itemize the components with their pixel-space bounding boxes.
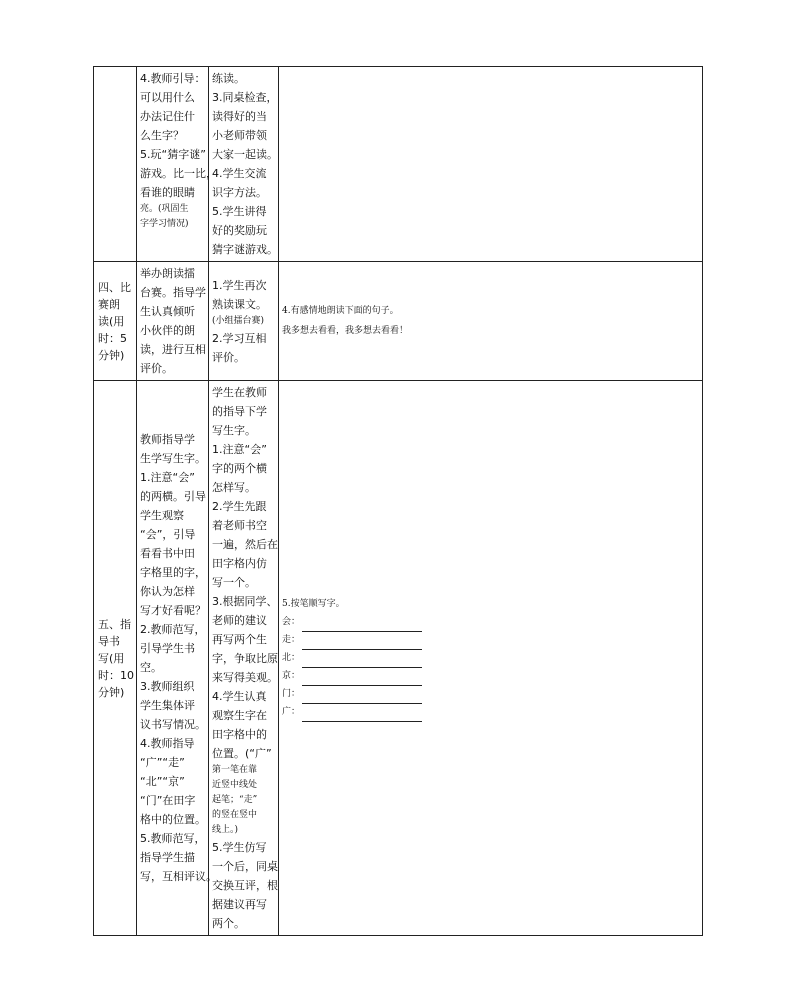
table-row [94,67,703,262]
teacher-activity-line: 生学写生字。 [140,452,206,465]
stage-label-line: 四、比 [98,280,131,294]
teacher-activity-line: 可以用什么 [140,91,195,104]
teacher-activity-cell [137,381,217,936]
student-activity-line: 起笔；“走” [212,795,258,805]
writing-char-label: 门： [282,689,301,699]
student-activity-line: 1.学生再次 [212,278,267,292]
teacher-activity-line: 亮。(巩固生 [140,204,189,214]
teacher-activity-line: 你认为怎样 [140,585,195,598]
teacher-activity-line: 格中的位置。 [140,813,206,826]
teacher-activity-line: “广”“走” [140,756,185,769]
teacher-activity-line: 的两横。引导 [140,490,206,503]
teacher-activity-line: 看看书中田 [140,547,195,560]
student-activity-line: 猜字谜游戏。 [212,243,278,256]
writing-blank-line[interactable] [302,637,422,650]
student-activity-line: 来写得美观。 [212,671,278,684]
writing-char-label: 京： [282,671,301,681]
student-activity-line: 1.注意“会” [212,443,267,456]
teacher-activity-line: “门”在田字 [140,794,196,807]
lesson-plan-table [93,66,703,936]
student-activity-cell [209,262,279,381]
student-activity-line: 5.学生讲得 [212,205,267,218]
student-activity-line: 一个后，同桌 [212,860,278,873]
student-activity-line: 4.学生交流 [212,167,267,180]
exercise-cell [279,262,703,381]
student-activity-line: 两个。 [212,917,245,930]
teacher-activity-line: 办法记住什 [140,110,195,123]
stage-label-line: 时：5 [98,331,127,345]
student-activity-line: 字的两个横 [212,462,267,475]
student-activity-line: 的竖在竖中 [212,810,258,820]
student-activity-line: 字，争取比原 [212,652,278,665]
student-activity-line: 线上。) [212,825,239,835]
teacher-activity-line: 学生观察 [140,509,184,522]
writing-char-label: 北： [282,653,301,663]
writing-row [282,668,699,686]
teacher-activity-line: 4.教师指导 [140,737,195,750]
student-activity-line: 田字格中的 [212,728,267,741]
teacher-activity-line: 评价。 [140,362,173,375]
writing-blank-line[interactable] [302,655,422,668]
student-activity-line: 再写两个生 [212,633,267,646]
teacher-activity-line: 字格里的字， [140,566,206,579]
writing-char-label: 广： [282,707,301,717]
teacher-activity-line: 指导学生描 [140,851,195,864]
teacher-activity-line: 5.教师范写， [140,832,206,845]
student-activity-line: 熟读课文。 [212,297,267,311]
teacher-activity-line: 议书写情况。 [140,718,206,731]
teacher-activity-line: 4.教师引导： [140,72,206,85]
teacher-activity-line: 空。 [140,661,162,674]
teacher-activity-line: 看谁的眼睛 [140,186,195,199]
teacher-activity-line: 小伙伴的朗 [140,324,195,337]
teacher-activity-line: 字学习情况) [140,219,189,229]
student-activity-line: 一遍，然后在 [212,538,278,551]
teacher-activity-line: 读，进行互相 [140,343,206,356]
student-activity-line: 5.学生仿写 [212,841,267,854]
student-activity-line: 练读。 [212,72,245,85]
student-activity-line: 2.学生先跟 [212,500,267,513]
writing-row [282,704,699,722]
writing-blank-line[interactable] [302,673,422,686]
writing-row [282,632,699,650]
stage-cell [94,262,137,381]
teacher-activity-line: 游戏。比一比， [140,167,217,180]
student-activity-line: 小老师带领 [212,129,267,142]
writing-practice-list [282,614,699,722]
student-activity-line: 位置。(“广” [212,747,272,760]
teacher-activity-line: 2.教师范写， [140,623,206,636]
stage-label-line: 赛朗 [98,297,120,311]
student-activity-line: 3.同桌检查， [212,91,278,104]
teacher-activity-line: 5.玩“猜字谜” [140,148,206,161]
exercise-text: 我多想去看看，我多想去看看！ [282,326,409,336]
student-activity-line: 田字格内仿 [212,557,267,570]
stage-cell [94,67,137,262]
student-activity-line: 3.根据同学、 [212,595,278,608]
exercise-title: 5.按笔顺写字。 [282,599,345,609]
student-activity-line: 据建议再写 [212,898,267,911]
teacher-activity-line: 么生字？ [140,129,184,142]
teacher-activity-line: 引导学生书 [140,642,195,655]
stage-label-line: 五、指 [98,617,131,631]
student-activity-line: 第一笔在靠 [212,765,258,775]
student-activity-line: 老师的建议 [212,614,267,627]
teacher-activity-line: “北”“京” [140,775,185,788]
teacher-activity-line: 生认真倾听 [140,305,195,318]
teacher-activity-cell [137,67,217,262]
writing-row [282,686,699,704]
writing-char-label: 会： [282,617,301,627]
stage-label-line: 写(用 [98,651,125,665]
student-activity-line: (小组擂台赛) [212,315,265,326]
exercise-cell [279,381,703,936]
student-activity-line: 读得好的当 [212,110,267,123]
student-activity-line: 交换互评，根 [212,879,278,892]
stage-label-line: 分钟) [98,685,125,699]
teacher-activity-line: 3.教师组织 [140,680,195,693]
student-activity-cell [209,381,279,936]
student-activity-line: 2.学习互相 [212,331,267,345]
stage-label-line: 时：10 [98,668,134,682]
student-activity-line: 的指导下学 [212,405,267,418]
student-activity-line: 大家一起读。 [212,148,278,161]
student-activity-line: 着老师书空 [212,519,267,532]
teacher-activity-line: 教师指导学 [140,433,195,446]
writing-blank-line[interactable] [302,709,422,722]
student-activity-line: 评价。 [212,350,245,364]
student-activity-line: 学生在教师 [212,386,267,399]
stage-label-line: 读(用 [98,314,125,328]
stage-label-line: 导书 [98,634,120,648]
student-activity-line: 4.学生认真 [212,690,267,703]
teacher-activity-line: 台赛。指导学 [140,286,206,299]
stage-label-line: 分钟) [98,348,125,362]
student-activity-line: 好的奖励玩 [212,224,267,237]
exercise-text: 4.有感情地朗读下面的句子。 [282,306,399,316]
teacher-activity-line: 举办朗读擂 [140,267,195,280]
student-activity-line: 观察生字在 [212,709,267,722]
student-activity-line: 近竖中线处 [212,780,258,790]
teacher-activity-line: 学生集体评 [140,699,195,712]
table-row [94,381,703,936]
student-activity-line: 写一个。 [212,576,256,589]
table-row [94,262,703,381]
student-activity-line: 写生字。 [212,424,256,437]
writing-blank-line[interactable] [302,619,422,632]
student-activity-cell [209,67,279,262]
writing-blank-line[interactable] [302,691,422,704]
teacher-activity-line: 写才好看呢？ [140,604,206,617]
teacher-activity-line: 1.注意“会” [140,471,195,484]
student-activity-line: 识字方法。 [212,186,267,199]
teacher-activity-line: “会”，引导 [140,528,196,541]
exercise-cell [279,67,703,262]
writing-row [282,614,699,632]
teacher-activity-cell [137,262,209,381]
student-activity-line: 怎样写。 [212,481,256,494]
teacher-activity-line: 写，互相评议。 [140,870,217,883]
writing-char-label: 走： [282,635,301,645]
writing-row [282,650,699,668]
stage-cell [94,381,137,936]
